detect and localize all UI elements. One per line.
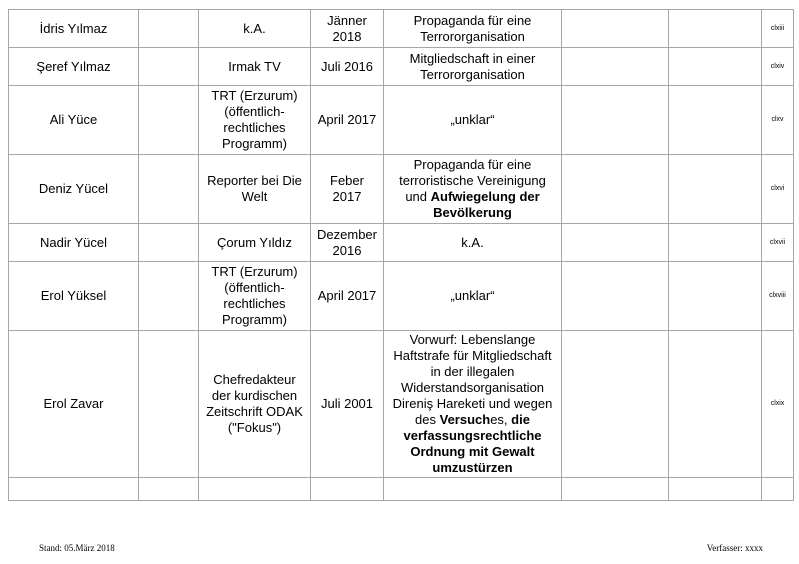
outlet-cell: TRT (Erzurum) (öffentlich-rechtliches Programm) [199,86,311,155]
empty-cell [139,86,199,155]
outlet-cell: k.A. [199,10,311,48]
empty-cell [139,224,199,262]
date-cell: Juli 2001 [311,331,384,478]
empty-cell [562,224,669,262]
empty-cell [562,262,669,331]
empty-cell [669,262,762,331]
empty-cell [139,478,199,501]
empty-cell [669,10,762,48]
name-cell: Deniz Yücel [9,155,139,224]
outlet-cell: Reporter bei Die Welt [199,155,311,224]
empty-cell [562,155,669,224]
empty-cell [139,48,199,86]
journalist-table [8,9,794,501]
table-row [9,86,794,155]
empty-cell [139,10,199,48]
footnote-ref: clxvi [762,155,794,224]
charge-text-bold: die verfassungsrechtliche Ordnung mit Gewalt umzustürzen [403,412,542,475]
empty-cell [562,10,669,48]
name-cell: Şeref Yılmaz [9,48,139,86]
empty-cell [762,478,794,501]
empty-cell [139,331,199,478]
table-row [9,10,794,48]
empty-cell [669,331,762,478]
empty-cell [562,48,669,86]
footnote-ref: clxiii [762,10,794,48]
charge-cell [384,155,562,224]
charge-text-bold: Aufwiegelung der Bevölkerung [430,189,540,220]
footnote-ref: clxix [762,331,794,478]
outlet-cell: Chefredakteur der kurdischen Zeitschrift ODAK ("Fokus") [199,331,311,478]
name-cell: Ali Yüce [9,86,139,155]
footnote-ref: clxv [762,86,794,155]
footnote-ref: clxiv [762,48,794,86]
name-cell: Erol Zavar [9,331,139,478]
empty-cell [9,478,139,501]
empty-cell [562,331,669,478]
table-row [9,155,794,224]
charge-text: es, [490,412,512,427]
date-cell: Feber 2017 [311,155,384,224]
empty-cell [669,155,762,224]
empty-cell [311,478,384,501]
empty-cell [384,478,562,501]
charge-cell: Mitgliedschaft in einer Terrororganisation [384,48,562,86]
date-cell: April 2017 [311,86,384,155]
outlet-cell: TRT (Erzurum) (öffentlich-rechtliches Programm) [199,262,311,331]
empty-cell [562,86,669,155]
charge-cell: k.A. [384,224,562,262]
footer-author: Verfasser: xxxx [706,543,763,553]
empty-cell [669,478,762,501]
charge-cell: Propaganda für eine Terrororganisation [384,10,562,48]
charge-cell: „unklar“ [384,86,562,155]
charge-cell [384,331,562,478]
name-cell: Erol Yüksel [9,262,139,331]
charge-cell: „unklar“ [384,262,562,331]
date-cell: Juli 2016 [311,48,384,86]
empty-cell [139,262,199,331]
date-cell: Jänner 2018 [311,10,384,48]
name-cell: Nadir Yücel [9,224,139,262]
footnote-ref: clxviii [762,262,794,331]
outlet-cell: Irmak TV [199,48,311,86]
table-row [9,331,794,478]
empty-cell [669,48,762,86]
empty-cell [199,478,311,501]
empty-cell [139,155,199,224]
table-row [9,224,794,262]
empty-cell [562,478,669,501]
date-cell: Dezember 2016 [311,224,384,262]
outlet-cell: Çorum Yıldız [199,224,311,262]
date-cell: April 2017 [311,262,384,331]
table-row [9,262,794,331]
footnote-ref: clxvii [762,224,794,262]
name-cell: İdris Yılmaz [9,10,139,48]
charge-text-bold: Versuch [439,412,491,427]
footer-stand: Stand: 05.März 2018 [39,543,115,553]
empty-cell [669,224,762,262]
charge-text: Vorwurf: Lebenslange Haftstrafe für Mitgliedschaft in der illegalen Widerstandsorganisation Direniş Hareketi und wegen des [392,332,553,427]
table-row [9,478,794,501]
empty-cell [669,86,762,155]
charge-text: Propaganda für eine terroristische Vereinigung und [399,157,546,204]
table-row [9,48,794,86]
